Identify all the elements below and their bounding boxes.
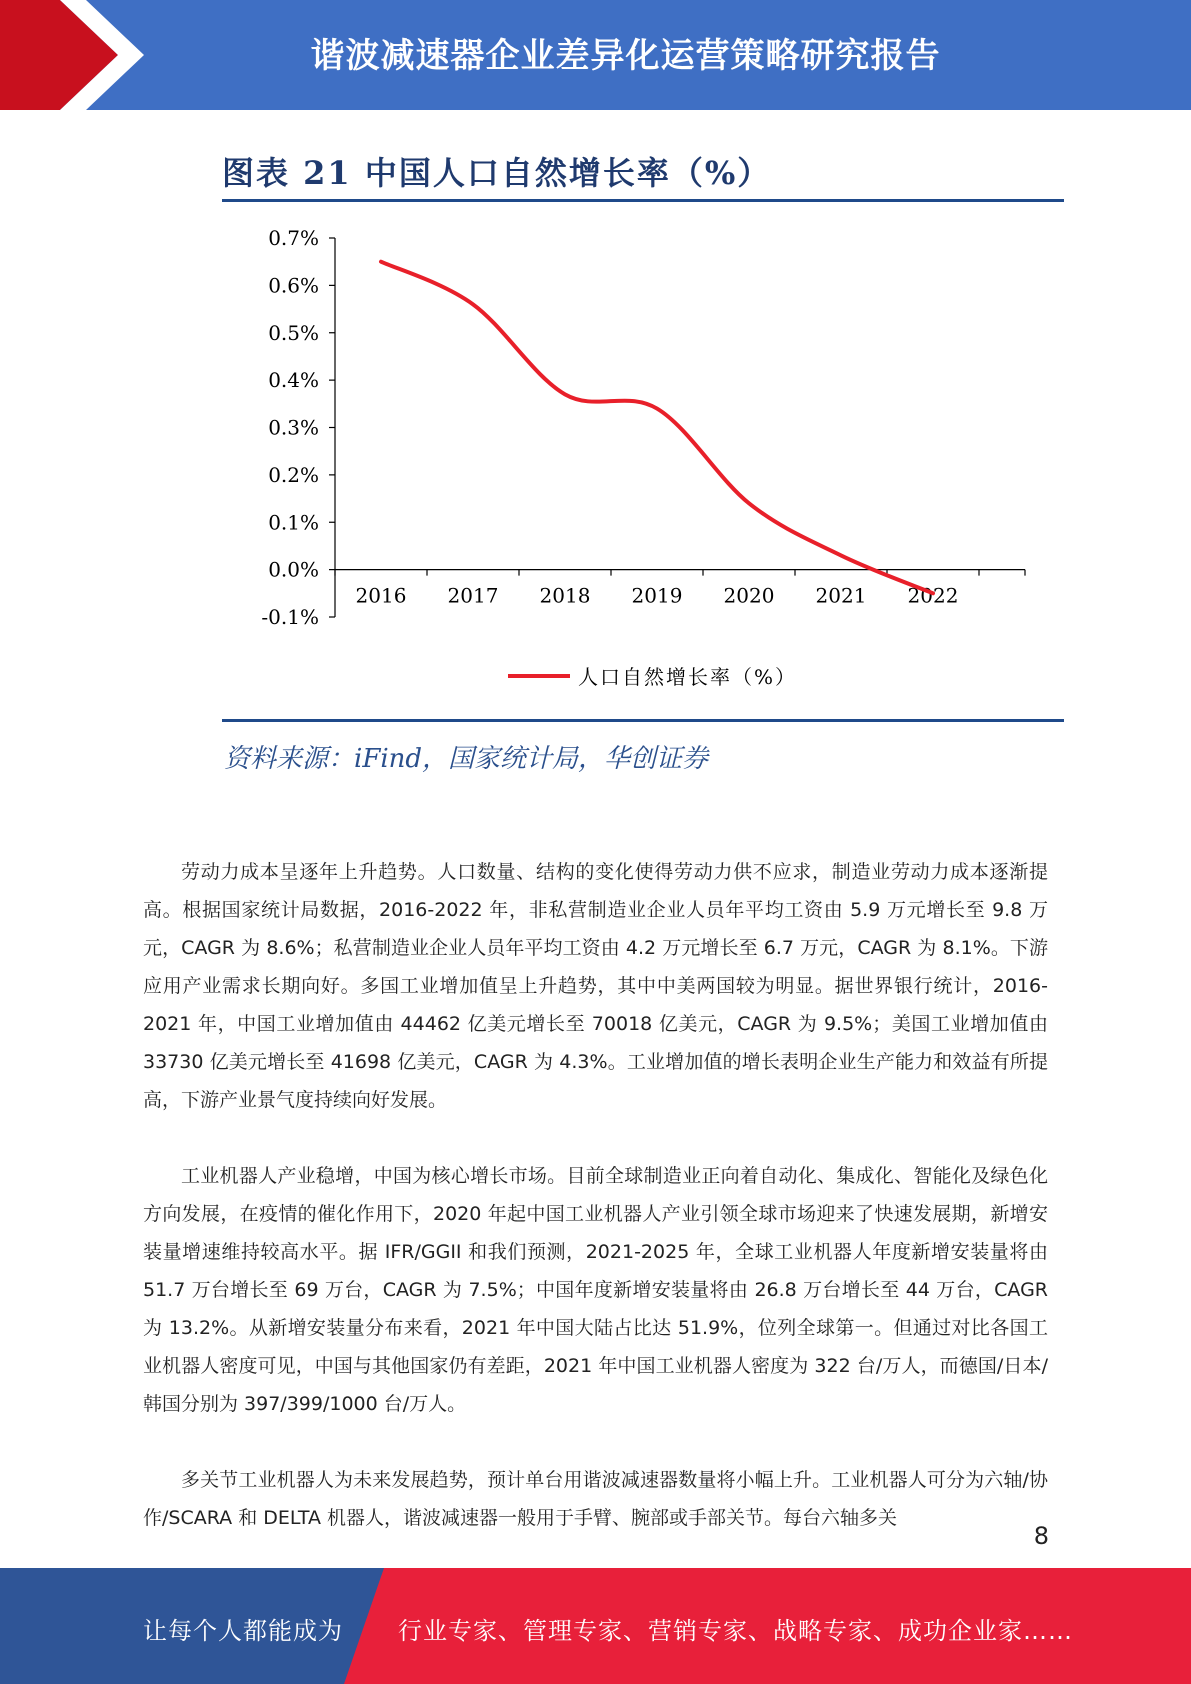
legend-label: 人口自然增长率（%） — [578, 665, 798, 689]
x-tick-label: 2019 — [631, 583, 683, 608]
series-line — [381, 262, 933, 594]
population-growth-chart — [222, 205, 1064, 715]
x-tick-label: 2021 — [815, 583, 867, 608]
footer-slogan-left: 让每个人都能成为 — [143, 1617, 343, 1645]
page-header — [0, 0, 1191, 110]
y-tick-label: 0.3% — [268, 415, 319, 440]
figure-bottom-rule — [222, 719, 1064, 722]
figure-source: 资料来源：iFind，国家统计局，华创证券 — [224, 744, 709, 774]
y-tick-label: 0.7% — [268, 226, 319, 250]
paragraph: 工业机器人产业稳增，中国为核心增长市场。目前全球制造业正向着自动化、集成化、智能化及绿色化方向发展，在疫情的催化作用下，2020 年起中国工业机器人产业引领全球市场迎来了快速发展期，新增安装量增速维持较高水平。据 IFR/GGII 和我们预测，2021-2025 年，全球工业机器人年度新增安装量将由 51.7 万台增长至 69 万台，CAGR 为 7.5%；中国年度新增安装量将由 26.8 万台增长至 44 万台，CAGR 为 13.2%。从新增安装量分布来看，2021 年中国大陆占比达 51.9%，位列全球第一。但通过对比各国工业机器人密度可见，中国与其他国家仍有差距，2021 年中国工业机器人密度为 322 台/万人，而德国/日本/韩国分别为 397/399/1000 台/万人。 — [143, 1165, 1048, 1415]
y-tick-label: 0.6% — [268, 273, 319, 298]
report-title: 谐波减速器企业差异化运营策略研究报告 — [310, 36, 941, 76]
y-tick-label: 0.0% — [268, 557, 319, 582]
y-tick-label: 0.2% — [268, 462, 319, 487]
y-tick-label: 0.4% — [268, 368, 319, 393]
x-tick-label: 2016 — [355, 583, 407, 608]
figure-title: 图表 21 中国人口自然增长率（%） — [222, 154, 772, 192]
page-number: 8 — [1033, 1522, 1049, 1550]
y-tick-label: 0.5% — [268, 320, 319, 345]
x-tick-label: 2017 — [447, 583, 499, 608]
paragraph: 多关节工业机器人为未来发展趋势，预计单台用谐波减速器数量将小幅上升。工业机器人可分为六轴/协作/SCARA 和 DELTA 机器人，谐波减速器一般用于手臂、腕部或手部关节。每台六轴多关 — [143, 1469, 1048, 1529]
figure-top-rule — [222, 199, 1064, 202]
x-tick-label: 2018 — [539, 583, 591, 608]
paragraph: 劳动力成本呈逐年上升趋势。人口数量、结构的变化使得劳动力供不应求，制造业劳动力成本逐渐提高。根据国家统计局数据，2016-2022 年，非私营制造业企业人员年平均工资由 5.9 万元增长至 9.8 万元，CAGR 为 8.6%；私营制造业企业人员年平均工资由 4.2 万元增长至 6.7 万元，CAGR 为 8.1%。下游应用产业需求长期向好。多国工业增加值呈上升趋势，其中中美两国较为明显。据世界银行统计，2016-2021 年，中国工业增加值由 44462 亿美元增长至 70018 亿美元，CAGR 为 9.5%；美国工业增加值由 33730 亿美元增长至 41698 亿美元，CAGR 为 4.3%。工业增加值的增长表明企业生产能力和效益有所提高，下游产业景气度持续向好发展。 — [143, 861, 1048, 1111]
y-tick-label: 0.1% — [268, 510, 319, 535]
x-tick-label: 2020 — [723, 583, 775, 608]
body-text — [143, 853, 1048, 1575]
y-tick-label: -0.1% — [261, 605, 319, 629]
footer-slogan-right: 行业专家、管理专家、营销专家、战略专家、成功企业家…… — [398, 1617, 1073, 1645]
page-footer — [0, 1568, 1191, 1684]
x-tick-label: 2022 — [907, 583, 959, 608]
